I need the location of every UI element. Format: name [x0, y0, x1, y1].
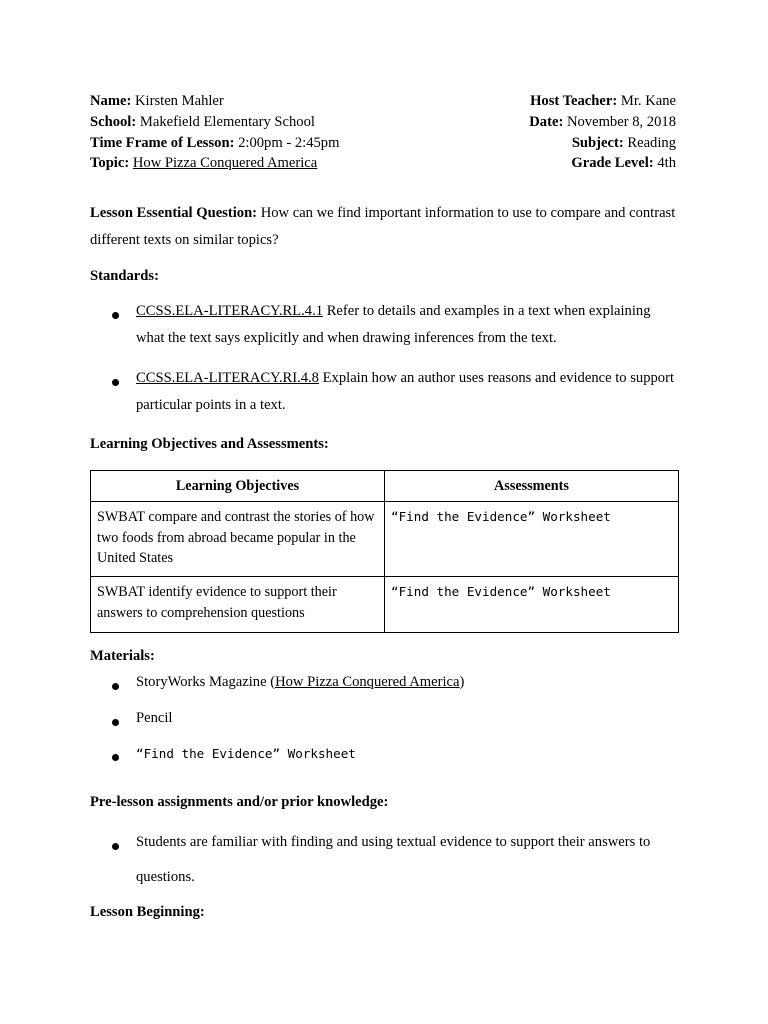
name-value: Kirsten Mahler [135, 93, 224, 109]
objectives-table [90, 470, 679, 633]
essential-question-text: How can we find important information to use to compare and contrast different texts on similar topics? [90, 205, 676, 248]
date-value: November 8, 2018 [566, 113, 676, 130]
host-row: Host Teacher: Mr. Kane [530, 93, 676, 109]
column-header: Assessments [385, 471, 679, 502]
prior-knowledge-heading: Pre-lesson assignments and/or prior knowledge: [90, 794, 389, 810]
lesson-beginning-heading: Lesson Beginning: [90, 904, 205, 920]
prior-knowledge-item: Students are familiar with finding and using textual evidence to support their answers to [136, 834, 651, 850]
school-row: School: Makefield Elementary School [90, 113, 315, 130]
school-value: Makefield Elementary School [139, 113, 315, 130]
header-right [529, 91, 676, 174]
grade-value: 4th [657, 155, 676, 172]
material-item: Pencil [136, 710, 173, 726]
bullet-icon [112, 374, 119, 391]
table-header-row [91, 471, 679, 502]
header-left [90, 91, 339, 174]
bullet-icon [112, 838, 119, 855]
date-row: Date: November 8, 2018 [529, 113, 676, 130]
bullet-icon [112, 749, 119, 766]
bullet-icon [112, 307, 119, 324]
host-value: Mr. Kane [620, 93, 676, 109]
subject-value: Reading [627, 134, 676, 151]
objective-cell: SWBAT compare and contrast the stories of how two foods from abroad became popular in the United States [91, 502, 385, 577]
standard-item: CCSS.ELA-LITERACY.RI.4.8 Explain how an author uses reasons and evidence to support particular points in a text. [136, 370, 675, 413]
objective-cell: SWBAT identify evidence to support their answers to comprehension questions [91, 577, 385, 633]
standard-link[interactable]: CCSS.ELA-LITERACY.RI.4.8 [136, 370, 319, 386]
prior-knowledge-item-cont: questions. [136, 869, 195, 885]
topic-row: Topic: How Pizza Conquered America [90, 155, 318, 172]
time-row: Time Frame of Lesson: 2:00pm - 2:45pm [90, 134, 340, 151]
standard-link[interactable]: CCSS.ELA-LITERACY.RL.4.1 [136, 303, 324, 319]
column-header: Learning Objectives [91, 471, 385, 502]
grade-row: Grade Level: 4th [571, 155, 676, 172]
material-item: “Find the Evidence” Worksheet [136, 746, 356, 761]
table-row [91, 577, 679, 633]
material-link[interactable]: How Pizza Conquered America [275, 674, 460, 690]
topic-link[interactable]: How Pizza Conquered America [132, 155, 318, 172]
assessment-cell: “Find the Evidence” Worksheet [385, 502, 679, 577]
subject-row: Subject: Reading [571, 134, 676, 151]
objectives-heading: Learning Objectives and Assessments: [90, 436, 329, 452]
material-item: StoryWorks Magazine (How Pizza Conquered America) [136, 674, 465, 690]
standards-heading: Standards: [90, 268, 159, 284]
materials-heading: Materials: [90, 648, 155, 664]
essential-question: Lesson Essential Question: How can we find important information to use to compare and contrast different texts on similar topics? [90, 205, 676, 248]
time-value: 2:00pm - 2:45pm [238, 134, 340, 151]
bullet-icon [112, 678, 119, 695]
assessment-cell: “Find the Evidence” Worksheet [385, 577, 679, 633]
table-row [91, 502, 679, 577]
name-row: Name: Kirsten Mahler [90, 93, 224, 109]
standard-item: CCSS.ELA-LITERACY.RL.4.1 Refer to details and examples in a text when explaining what the text says explicitly and when drawing inferences from the text. [136, 303, 651, 346]
bullet-icon [112, 714, 119, 731]
